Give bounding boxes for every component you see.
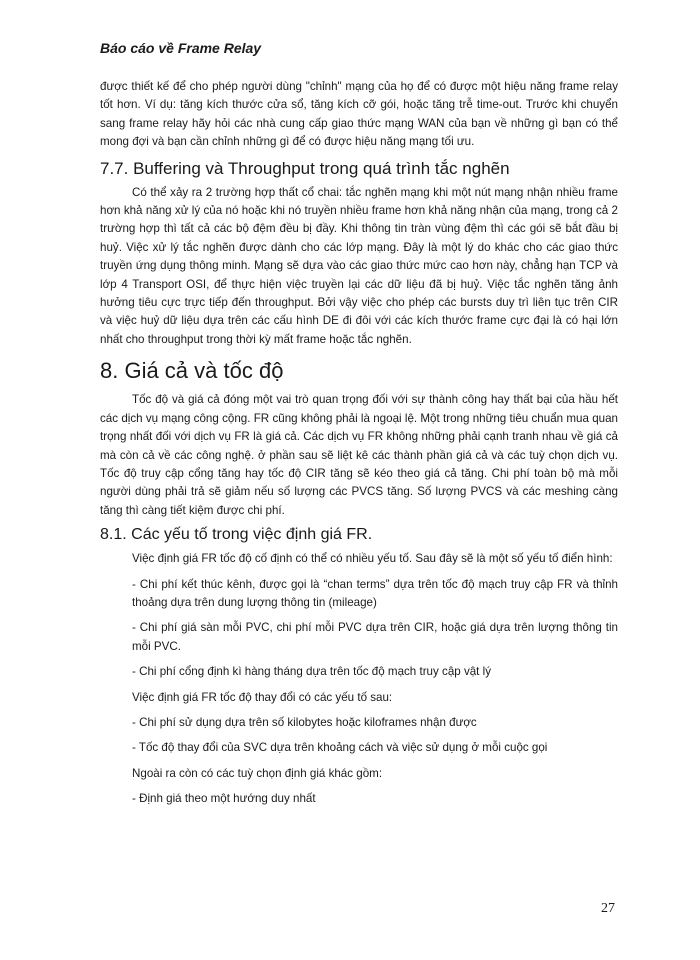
section-8-heading: 8. Giá cả và tốc độ (100, 358, 284, 384)
other-pricing-item: - Định giá theo một hướng duy nhất (132, 792, 316, 806)
section-8-1-paragraph: Việc định giá FR tốc độ cố định có thể có nhiều yếu tố. Sau đây sẽ là một số yếu tố điển hình: (132, 552, 613, 566)
header-rule (100, 62, 615, 63)
fixed-pricing-item: - Chi phí kết thúc kênh, được gọi là “chan terms” dựa trên tốc độ mạch truy cập FR và thỉnh thoảng dựa trên dung lượng thông tin (mileage) (132, 577, 618, 609)
intro-paragraph: được thiết kế để cho phép người dùng "chỉnh" mạng của họ để có được một hiệu năng frame relay tốt hơn. Ví dụ: tăng kích thước cửa sổ, tăng kích cỡ gói, hoặc tăng trễ time-out. Trước khi chuyển sang frame relay hãy hỏi các nhà cung cấp giao thức mạng WAN của bạn về những gì bạn có thể mong đợi và bạn cần chỉnh những gì để có được hiệu năng mạng tối ưu. (100, 80, 618, 149)
running-header: Báo cáo về Frame Relay (100, 40, 262, 56)
section-8-1-heading: 8.1. Các yếu tố trong việc định giá FR. (100, 526, 373, 544)
section-7-7-paragraph: Có thể xảy ra 2 trường hợp thất cổ chai: tắc nghẽn mạng khi một nút mạng nhận nhiều frame hơn khả năng xử lý của nó hoặc khi nó truyền nhiều frame hơn khả năng nhận của mạng, trong cả 2 trường hợp thì tất cả các bộ đệm đều bị đầy. Khi thông tin tràn vùng đệm thì các gói sẽ bắt đầu bị huỷ. Việc xử lý tắc nghẽn được dành cho các lớp mạng. Đây là một lý do khác cho các giao thức truyền ứng dụng thông minh. Mạng sẽ dựa vào các giao thức mức cao hơn này, chẳng hạn TCP và lớp 4 Transport OSI, để thực hiện việc truyền lại các dữ liệu đã bị huỷ. Việc tắc nghẽn tăng ảnh hưởng tiêu cực trực tiếp đến throughput. Bởi vậy việc cho phép các bursts duy trì liên tục trên CIR và việc huỷ dữ liệu dựa trên các cấu hình DE đi đôi với các kích thước frame cực đại là có hại lớn nhất cho throughput trong thời kỳ mất frame hoặc tắc nghẽn. (100, 185, 618, 346)
page-body (100, 78, 618, 809)
page-number: 27 (601, 901, 615, 916)
variable-pricing-intro: Việc định giá FR tốc độ thay đổi có các yếu tố sau: (132, 690, 393, 704)
fixed-pricing-item: - Chi phí cổng định kì hàng tháng dựa trên tốc độ mạch truy cập vật lý (132, 665, 491, 679)
variable-pricing-item: - Chi phí sử dụng dựa trên số kilobytes hoặc kiloframes nhận được (132, 715, 477, 729)
other-pricing-intro: Ngoài ra còn có các tuỳ chọn định giá khác gồm: (132, 766, 383, 780)
variable-pricing-item: - Tốc độ thay đổi của SVC dựa trên khoảng cách và việc sử dụng ở mỗi cuộc gọi (132, 741, 548, 755)
section-8-paragraph: Tốc độ và giá cả đóng một vai trò quan trọng đối với sự thành công hay thất bại của hầu hết các dịch vụ mạng công cộng. FR cũng không phải là ngoại lệ. Một trong những tiêu chuẩn mua quan trọng nhất đối với dịch vụ FR là giá cả. Các dịch vụ FR không những phải cạnh tranh nhau về giá cả mà còn cả về các công nghệ. ở phần sau sẽ liệt kê các thành phần giá cả và các tuỳ chọn dịch vụ. Tốc độ truy cập cổng tăng hay tốc độ CIR tăng sẽ kéo theo giá cả tăng. Chi phí toàn bộ mà mỗi người dùng phải trả sẽ giảm nếu số lượng các PVCS tăng. Số lượng PVCS và các meshing càng tăng thì càng tiết kiệm được chi phí. (100, 393, 618, 517)
fixed-pricing-item: - Chi phí giá sàn mỗi PVC, chi phí mỗi PVC dựa trên CIR, hoặc giá dựa trên lượng thông tin mỗi PVC. (132, 621, 618, 653)
section-7-7-heading: 7.7. Buffering và Throughput trong quá trình tắc nghẽn (100, 158, 510, 178)
